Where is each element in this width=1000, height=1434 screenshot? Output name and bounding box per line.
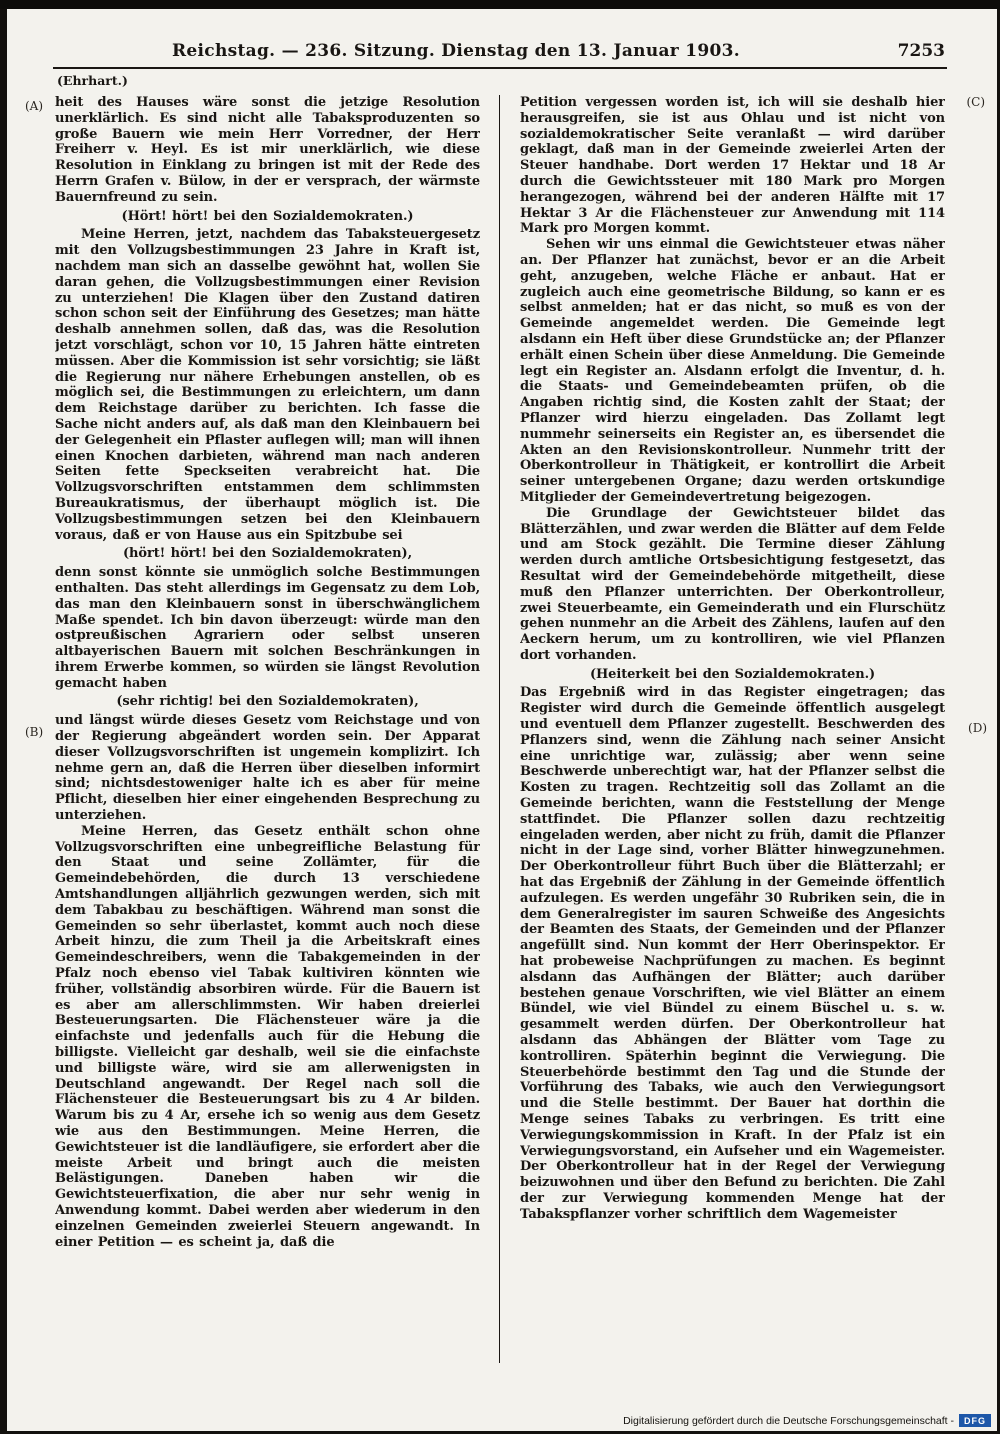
body-paragraph: Sehen wir uns einmal die Gewichtsteuer etwas näher an. Der Pflanzer hat zunächst, bevor er an die Arbeit geht, anzugeben, welche Fläche er anbaut. Hat er zugleich auch eine geometrische Bildung, so kann er es selbst anmelden; hat er das nicht, so muß es von der Gemeinde angemeldet werden. Die Gemeinde legt alsdann ein Heft über diese Grundstücke an; der Pflanzer erhält einen Schein über diese Anmeldung. Die Gemeinde legt ein Register an. Alsdann erfolgt die Inventur, d. h. die Staats- und Gemeindebeamten prüfen, ob die Angaben richtig sind, die Kosten zahlt der Staat; der Pflanzer wird hierzu eingeladen. Das Zollamt legt nummehr seinerseits ein Register an, es übersendet die Akten an den Revisionskontrolleur. Nunmehr tritt der Oberkontrolleur in Thätigkeit, er kontrollirt die Arbeit seiner untergebenen Organe; dazu werden ortskundige Mitglieder der Gemeindevertretung beigezogen. xyxy=(520,237,945,505)
page-number: 7253 xyxy=(897,41,945,61)
header-rule xyxy=(53,67,947,69)
stage-direction: (hört! hört! bei den Sozialdemokraten), xyxy=(122,546,413,562)
text-columns xyxy=(55,95,947,1367)
body-paragraph: und längst würde dieses Gesetz vom Reichstage und von der Regierung abgeändert worden sein. Der Apparat dieser Vollzugsvorschriften ist ungemein komplizirt. Ich nehme gern an, daß die Herren über dieselben informirt sind; nichtsdestoweniger halte ich es aber für meine Pflicht, dieselben hier einer eingehenden Besprechung zu unterziehen. xyxy=(55,713,480,824)
body-paragraph: Meine Herren, jetzt, nachdem das Tabaksteuergesetz mit den Vollzugsbestimmungen 23 Jahre in Kraft ist, nachdem man sich an dasselbe gewöhnt hat, wollen Sie daran gehen, die Vollzugsbestimmungen einer Revision zu unterziehen! Die Klagen über den Zustand datiren schon schon seit der Einführung des Gesetzes; man hätte deshalb annehmen sollen, daß das, was die Resolution jetzt vorschlägt, schon vor 10, 15 Jahren hätte eintreten müssen. Aber die Kommission ist sehr vorsichtig; sie läßt die Regierung nur nähere Erhebungen anstellen, ob es möglich sei, die Bestimmungen zu erleichtern, um dann dem Reichstage darüber zu berichten. Ich fasse die Sache nicht anders auf, als daß man den Kleinbauern bei der Gelegenheit ein Pflaster auflegen will; man will ihnen einen Knochen darbieten, während man nach anderen Seiten fette Speckseiten verabreicht hat. Die Vollzugsvorschriften entstammen dem schlimmsten Bureaukratismus, der überhaupt möglich ist. Die Vollzugsbestimmungen setzen bei den Kleinbauern voraus, daß er von Hause aus ein Spitzbube sei xyxy=(55,227,480,543)
body-paragraph: Meine Herren, das Gesetz enthält schon ohne Vollzugsvorschriften eine unbegreifliche Belastung für den Staat und seine Zollämter, für die Gemeindebehörden, die durch 13 verschiedene Amtshandlungen alljährlich gezwungen werden, sich mit dem Tabakbau zu beschäftigen. Während man sonst die Gemeinden so sehr überlastet, kommt auch noch diese Arbeit hinzu, die zum Theil ja die Arbeitskraft eines Gemeindeschreibers, wenn die Tabakgemeinden in der Pfalz noch ebenso viel Tabak kultiviren könnten wie früher, vollständig absorbiren würde. Für die Bauern ist es aber am allerschlimmsten. Wir haben dreierlei Besteuerungsarten. Die Flächensteuer wäre ja die einfachste und jedenfalls auch für die Hebung die billigste. Vielleicht gar deshalb, weil sie die einfachste und billigste wäre, wird sie am allerwenigsten in Deutschland angewandt. Der Regel nach soll die Flächensteuer die Besteuerungsart bis zu 4 Ar bilden. Warum bis zu 4 Ar, ersehe ich so wenig aus dem Gesetz wie aus den Bestimmungen. Meine Herren, die Gewichtsteuer ist die landläufigere, sie erfordert aber die meiste Arbeit und bringt auch die meisten Belästigungen. Daneben haben wir die Gewichtsteuerfixation, die aber nur sehr wenig in Anwendung kommt. Dabei werden aber wiederum in den einzelnen Gemeinden zweierlei Steuern angewandt. In einer Petition — es scheint ja, daß die xyxy=(55,823,480,1250)
margin-marker-c: (C) xyxy=(966,95,985,109)
scan-edge-artifact xyxy=(0,0,1000,9)
speaker-note: (Ehrhart.) xyxy=(57,73,128,88)
body-paragraph: Die Grundlage der Gewichtsteuer bildet das Blätterzählen, und zwar werden die Blätter auf dem Felde und am Stock gezählt. Die Termine dieser Zählung werden durch amtliche Ortsbesichtigung festgesetzt, das Resultat wird der Gemeindebehörde mitgetheilt, diese muß den Pflanzer unterrichten. Der Oberkontrolleur, zwei Steuerbeamte, ein Gemeinderath und ein Flurschütz gehen nunmehr an die Arbeit des Zählens, laufen auf den Aeckern herum, um zu kontrolliren, wie viel Pflanzen dort vorhanden. xyxy=(520,505,945,663)
column-right xyxy=(520,95,945,1367)
column-divider xyxy=(499,95,500,1363)
body-paragraph: Petition vergessen worden ist, ich will sie deshalb hier herausgreifen, sie ist aus Ohlau und ist nicht von sozialdemokratischer Seite veranlaßt — wird darüber geklagt, daß man in der Gemeinde zweierlei Arten der Steuer handhabe. Dort werden 17 Hektar und 18 Ar durch die Gewichtssteuer mit 180 Mark pro Morgen herangezogen, während bei der anderen Hälfte mit 17 Hektar 3 Ar die Flächensteuer zur Anwendung mit 114 Mark pro Morgen kommt. xyxy=(520,95,945,237)
digitization-footer xyxy=(623,1414,991,1427)
margin-marker-d: (D) xyxy=(968,721,987,735)
document-page xyxy=(7,9,997,1431)
stage-direction: (Hört! hört! bei den Sozialdemokraten.) xyxy=(121,208,414,224)
body-paragraph: Das Ergebniß wird in das Register eingetragen; das Register wird durch die Gemeinde öffentlich ausgelegt und eventuell dem Pflanzer zugestellt. Beschwerden des Pflanzers sind, wenn die Zählung nach seiner Ansicht eine unrichtige war, zulässig; aber wenn seine Beschwerde unberechtigt war, hat der Pflanzer selbst die Kosten zu tragen. Rechtzeitig soll das Zollamt an die Gemeinde berichten, wann die Feststellung der Menge stattfindet. Die Pflanzer sollen dazu rechtzeitig eingeladen werden, aber nicht zu früh, damit die Pflanzer nicht in der Lage sind, vorher Blätter hinwegzunehmen. Der Oberkontrolleur führt Buch über die Blätterzahl; er hat das Ergebniß der Zählung in der Gemeinde öffentlich aufzulegen. Es werden ungefähr 30 Rubriken sein, die in dem Generalregister im sauren Schweiße des Angesichts der Beamten des Staats, der Gemeinden und der Pflanzer angefüllt sind. Nun kommt der Herr Oberinspektor. Er hat probeweise Nachprüfungen zu machen. Es beginnt alsdann das Aufhängen der Blätter; auch darüber bestehen genaue Vorschriften, wie viel Blätter an einem Bündel, wie viel Bündel zu einem Büschel u. s. w. gesammelt werden dürfen. Der Oberkontrolleur hat alsdann das Abhängen der Blätter vom Tage zu kontrolliren. Späterhin beginnt die Verwiegung. Die Steuerbehörde bestimmt den Tag und die Stunde der Vorführung des Tabaks, wie auch den Verwiegungsort und die Stelle bestimmt. Der Bauer hat dorthin die Menge seines Tabaks zu verbringen. Es tritt eine Verwiegungskommission in Kraft. In der Pfalz ist ein Verwiegungsvorstand, ein Aufseher und ein Wagemeister. Der Oberkontrolleur hat in der Regel der Verwiegung beizuwohnen und über den Befund zu berichten. Die Zahl der zur Verwiegung kommenden Menge hat der Tabakspflanzer vorher schriftlich dem Wagemeister xyxy=(520,685,945,1222)
stage-direction: (sehr richtig! bei den Sozialdemokraten), xyxy=(116,694,419,710)
body-paragraph: denn sonst könnte sie unmöglich solche Bestimmungen enthalten. Das steht allerdings im Gegensatz zu dem Lob, das man den Kleinbauern sonst in überschwänglichem Maße spendet. Ich bin davon überzeugt: würde man den ostpreußischen Agrariern oder selbst unseren altbayerischen Bauern mit solchen Beschränkungen in ihrem Erwerbe kommen, so würden sie längst Revolution gemacht haben xyxy=(55,565,480,691)
margin-marker-b: (B) xyxy=(25,725,44,739)
digitization-credit: Digitalisierung gefördert durch die Deutsche Forschungsgemeinschaft - xyxy=(623,1414,954,1427)
body-paragraph: heit des Hauses wäre sonst die jetzige Resolution unerklärlich. Es sind nicht alle Tabaksproduzenten so große Bauern wie mein Herr Vorredner, der Herr Freiherr v. Heyl. Es ist mir unerklärlich, wie diese Resolution in Einklang zu bringen ist mit der Rede des Herrn Grafen v. Bülow, in der er versprach, der wärmste Bauernfreund zu sein. xyxy=(55,95,480,205)
stage-direction: (Heiterkeit bei den Sozialdemokraten.) xyxy=(589,666,876,682)
column-left xyxy=(55,95,480,1367)
page-header-title: Reichstag. — 236. Sitzung. Dienstag den 13. Januar 1903. xyxy=(172,41,740,61)
margin-marker-a: (A) xyxy=(25,99,44,113)
dfg-logo: DFG xyxy=(959,1414,991,1427)
